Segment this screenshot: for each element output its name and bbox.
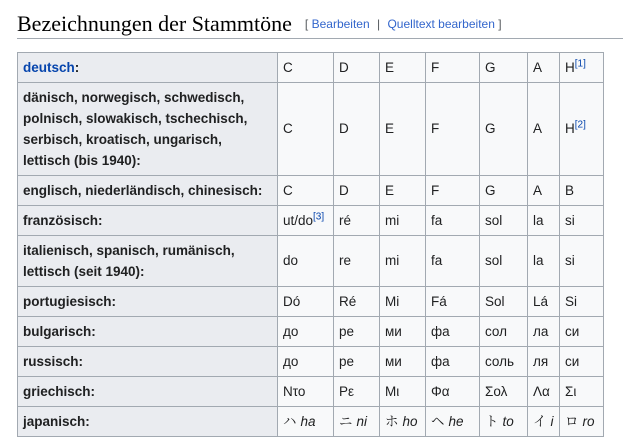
note-name: ut/do bbox=[283, 212, 314, 228]
note-cell bbox=[560, 377, 604, 407]
edit-source-link[interactable]: Quelltext bearbeiten bbox=[387, 17, 495, 31]
note-name: mi bbox=[385, 253, 400, 268]
note-cell bbox=[426, 347, 480, 377]
note-cell bbox=[334, 287, 380, 317]
footnote-link[interactable]: [2] bbox=[574, 119, 586, 131]
note-name: си bbox=[565, 323, 580, 339]
note-cell bbox=[334, 236, 380, 287]
note-cell bbox=[528, 53, 560, 83]
kana-text: ニ bbox=[339, 413, 353, 429]
note-cell bbox=[528, 287, 560, 317]
note-name: sol bbox=[485, 253, 503, 268]
note-cell bbox=[480, 347, 528, 377]
note-cell bbox=[560, 347, 604, 377]
note-cell bbox=[278, 53, 334, 83]
note-name: соль bbox=[485, 353, 515, 369]
note-cell bbox=[480, 206, 528, 236]
note-name: C bbox=[283, 121, 293, 136]
table-row bbox=[18, 83, 604, 176]
note-cell bbox=[528, 236, 560, 287]
note-name: Σολ bbox=[485, 383, 508, 399]
note-cell bbox=[480, 83, 528, 176]
note-cell bbox=[528, 206, 560, 236]
note-name: Ré bbox=[339, 293, 357, 309]
note-name: Ντο bbox=[283, 383, 306, 399]
note-name: E bbox=[385, 59, 395, 75]
romaji-text: i bbox=[550, 413, 554, 429]
note-cell bbox=[560, 407, 604, 437]
note-name: ре bbox=[339, 353, 355, 369]
note-cell bbox=[426, 377, 480, 407]
note-cell bbox=[278, 176, 334, 206]
note-cell bbox=[560, 176, 604, 206]
note-cell bbox=[278, 83, 334, 176]
table-row bbox=[18, 206, 604, 236]
note-name: A bbox=[533, 121, 543, 136]
edit-link[interactable]: Bearbeiten bbox=[311, 17, 370, 31]
footnote-link[interactable]: [3] bbox=[313, 211, 325, 222]
table-row bbox=[18, 347, 604, 377]
kana-text: ロ bbox=[565, 413, 579, 429]
note-name: C bbox=[283, 182, 293, 198]
note-cell bbox=[334, 317, 380, 347]
note-cell bbox=[380, 317, 426, 347]
note-name: D bbox=[339, 182, 349, 198]
note-cell bbox=[278, 287, 334, 317]
note-cell bbox=[560, 287, 604, 317]
note-cell bbox=[560, 83, 604, 176]
table-row bbox=[18, 407, 604, 437]
note-cell bbox=[528, 176, 560, 206]
note-cell bbox=[380, 407, 426, 437]
note-cell bbox=[380, 176, 426, 206]
note-name: D bbox=[339, 59, 349, 75]
note-name: Si bbox=[565, 293, 578, 309]
note-names-table bbox=[17, 52, 604, 437]
note-cell bbox=[528, 377, 560, 407]
note-name: si bbox=[565, 253, 575, 268]
note-name: ла bbox=[533, 323, 549, 339]
note-name: H bbox=[565, 121, 575, 136]
romaji-text: ro bbox=[582, 413, 595, 429]
note-cell bbox=[528, 407, 560, 437]
note-cell bbox=[426, 176, 480, 206]
note-name: Ρε bbox=[339, 383, 355, 399]
note-cell bbox=[334, 347, 380, 377]
note-cell bbox=[426, 206, 480, 236]
edit-bracket-close: ] bbox=[498, 17, 502, 31]
note-name: D bbox=[339, 121, 349, 136]
note-cell bbox=[278, 206, 334, 236]
row-label bbox=[18, 53, 278, 83]
note-cell bbox=[528, 317, 560, 347]
note-cell bbox=[380, 287, 426, 317]
note-cell bbox=[480, 53, 528, 83]
table-row bbox=[18, 317, 604, 347]
note-cell bbox=[278, 377, 334, 407]
note-cell bbox=[426, 53, 480, 83]
kana-text: ト bbox=[485, 413, 499, 429]
row-label: griechisch: bbox=[18, 377, 278, 407]
note-name: G bbox=[485, 182, 496, 198]
note-name: ля bbox=[533, 353, 549, 369]
note-cell bbox=[528, 83, 560, 176]
note-name: до bbox=[283, 353, 299, 369]
note-name: sol bbox=[485, 212, 503, 228]
note-cell bbox=[380, 206, 426, 236]
note-name: F bbox=[431, 121, 440, 136]
note-name: H bbox=[565, 59, 575, 75]
note-cell bbox=[560, 206, 604, 236]
note-cell bbox=[480, 377, 528, 407]
note-name: si bbox=[565, 212, 575, 228]
note-name: F bbox=[431, 59, 440, 75]
note-name: Lá bbox=[533, 293, 549, 309]
note-cell bbox=[560, 53, 604, 83]
note-cell bbox=[426, 83, 480, 176]
row-label: italienisch, spanisch, rumänisch, lettisch (seit 1940): bbox=[18, 236, 278, 287]
note-name: Mi bbox=[385, 293, 400, 309]
note-name: do bbox=[283, 253, 299, 268]
note-name: ми bbox=[385, 353, 402, 369]
romaji-text: to bbox=[502, 413, 514, 429]
note-name: до bbox=[283, 323, 299, 339]
note-cell bbox=[278, 236, 334, 287]
table-row bbox=[18, 176, 604, 206]
note-name: ре bbox=[339, 323, 355, 339]
note-name: fa bbox=[431, 253, 443, 268]
note-name: fa bbox=[431, 212, 443, 228]
note-cell bbox=[278, 407, 334, 437]
section-heading bbox=[17, 8, 623, 39]
note-name: la bbox=[533, 253, 544, 268]
note-name: Sol bbox=[485, 293, 505, 309]
note-name: фа bbox=[431, 323, 450, 339]
note-name: A bbox=[533, 182, 543, 198]
edit-separator: | bbox=[377, 17, 381, 31]
note-cell bbox=[380, 53, 426, 83]
row-label: dänisch, norwegisch, schwedisch, polnisch, slowakisch, tschechisch, serbisch, kroatisch, ungarisch, lettisch (bis 1940): bbox=[18, 83, 278, 176]
note-cell bbox=[334, 176, 380, 206]
row-label: japanisch: bbox=[18, 407, 278, 437]
note-name: си bbox=[565, 353, 580, 369]
table-row bbox=[18, 236, 604, 287]
note-cell bbox=[334, 83, 380, 176]
table-row bbox=[18, 377, 604, 407]
note-name: ré bbox=[339, 212, 352, 228]
row-label: russisch: bbox=[18, 347, 278, 377]
note-name: A bbox=[533, 59, 543, 75]
note-cell bbox=[560, 317, 604, 347]
note-name: Fá bbox=[431, 293, 447, 309]
note-cell bbox=[380, 377, 426, 407]
note-name: re bbox=[339, 253, 352, 268]
note-cell bbox=[528, 347, 560, 377]
romaji-text: he bbox=[448, 413, 464, 429]
note-name: ми bbox=[385, 323, 402, 339]
note-cell bbox=[480, 287, 528, 317]
note-name: Dó bbox=[283, 293, 301, 309]
note-name: Λα bbox=[533, 383, 550, 399]
note-cell bbox=[426, 407, 480, 437]
note-name: la bbox=[533, 212, 544, 228]
row-label: portugiesisch: bbox=[18, 287, 278, 317]
note-cell bbox=[426, 236, 480, 287]
note-cell bbox=[334, 407, 380, 437]
note-cell bbox=[334, 53, 380, 83]
kana-text: ハ bbox=[283, 413, 297, 429]
note-cell bbox=[560, 236, 604, 287]
note-name: Σι bbox=[565, 383, 577, 399]
note-cell bbox=[278, 347, 334, 377]
table-row bbox=[18, 53, 604, 83]
romaji-text: ha bbox=[300, 413, 316, 429]
footnote-link[interactable]: [1] bbox=[574, 58, 586, 69]
note-name: G bbox=[485, 59, 496, 75]
note-cell bbox=[480, 407, 528, 437]
note-cell bbox=[480, 317, 528, 347]
table-row bbox=[18, 287, 604, 317]
row-label: englisch, niederländisch, chinesisch: bbox=[18, 176, 278, 206]
row-label-colon: : bbox=[74, 60, 80, 75]
kana-text: ヘ bbox=[431, 413, 445, 429]
romaji-text: ni bbox=[356, 413, 368, 429]
note-cell bbox=[380, 83, 426, 176]
note-name: фа bbox=[431, 353, 450, 369]
note-name: B bbox=[565, 182, 575, 198]
row-label: bulgarisch: bbox=[18, 317, 278, 347]
note-name: C bbox=[283, 59, 293, 75]
note-cell bbox=[426, 287, 480, 317]
row-label: französisch: bbox=[18, 206, 278, 236]
note-name: E bbox=[385, 121, 395, 136]
note-name: F bbox=[431, 182, 440, 198]
note-cell bbox=[278, 317, 334, 347]
note-name: Φα bbox=[431, 383, 450, 399]
note-cell bbox=[426, 317, 480, 347]
note-cell bbox=[380, 347, 426, 377]
romaji-text: ho bbox=[402, 413, 418, 429]
edit-bracket-open: [ bbox=[304, 17, 309, 31]
note-cell bbox=[334, 206, 380, 236]
note-name: сол bbox=[485, 323, 507, 339]
kana-text: イ bbox=[533, 413, 547, 429]
note-cell bbox=[334, 377, 380, 407]
note-cell bbox=[380, 236, 426, 287]
note-name: E bbox=[385, 182, 395, 198]
edit-section-links bbox=[305, 10, 502, 38]
note-name: G bbox=[485, 121, 496, 136]
note-name: mi bbox=[385, 212, 400, 228]
row-label-link[interactable]: deutsch bbox=[23, 60, 75, 75]
heading-title: Bezeichnungen der Stammtöne bbox=[17, 11, 292, 36]
note-cell bbox=[480, 176, 528, 206]
note-cell bbox=[480, 236, 528, 287]
note-name: Μι bbox=[385, 383, 400, 399]
kana-text: ホ bbox=[385, 413, 399, 429]
